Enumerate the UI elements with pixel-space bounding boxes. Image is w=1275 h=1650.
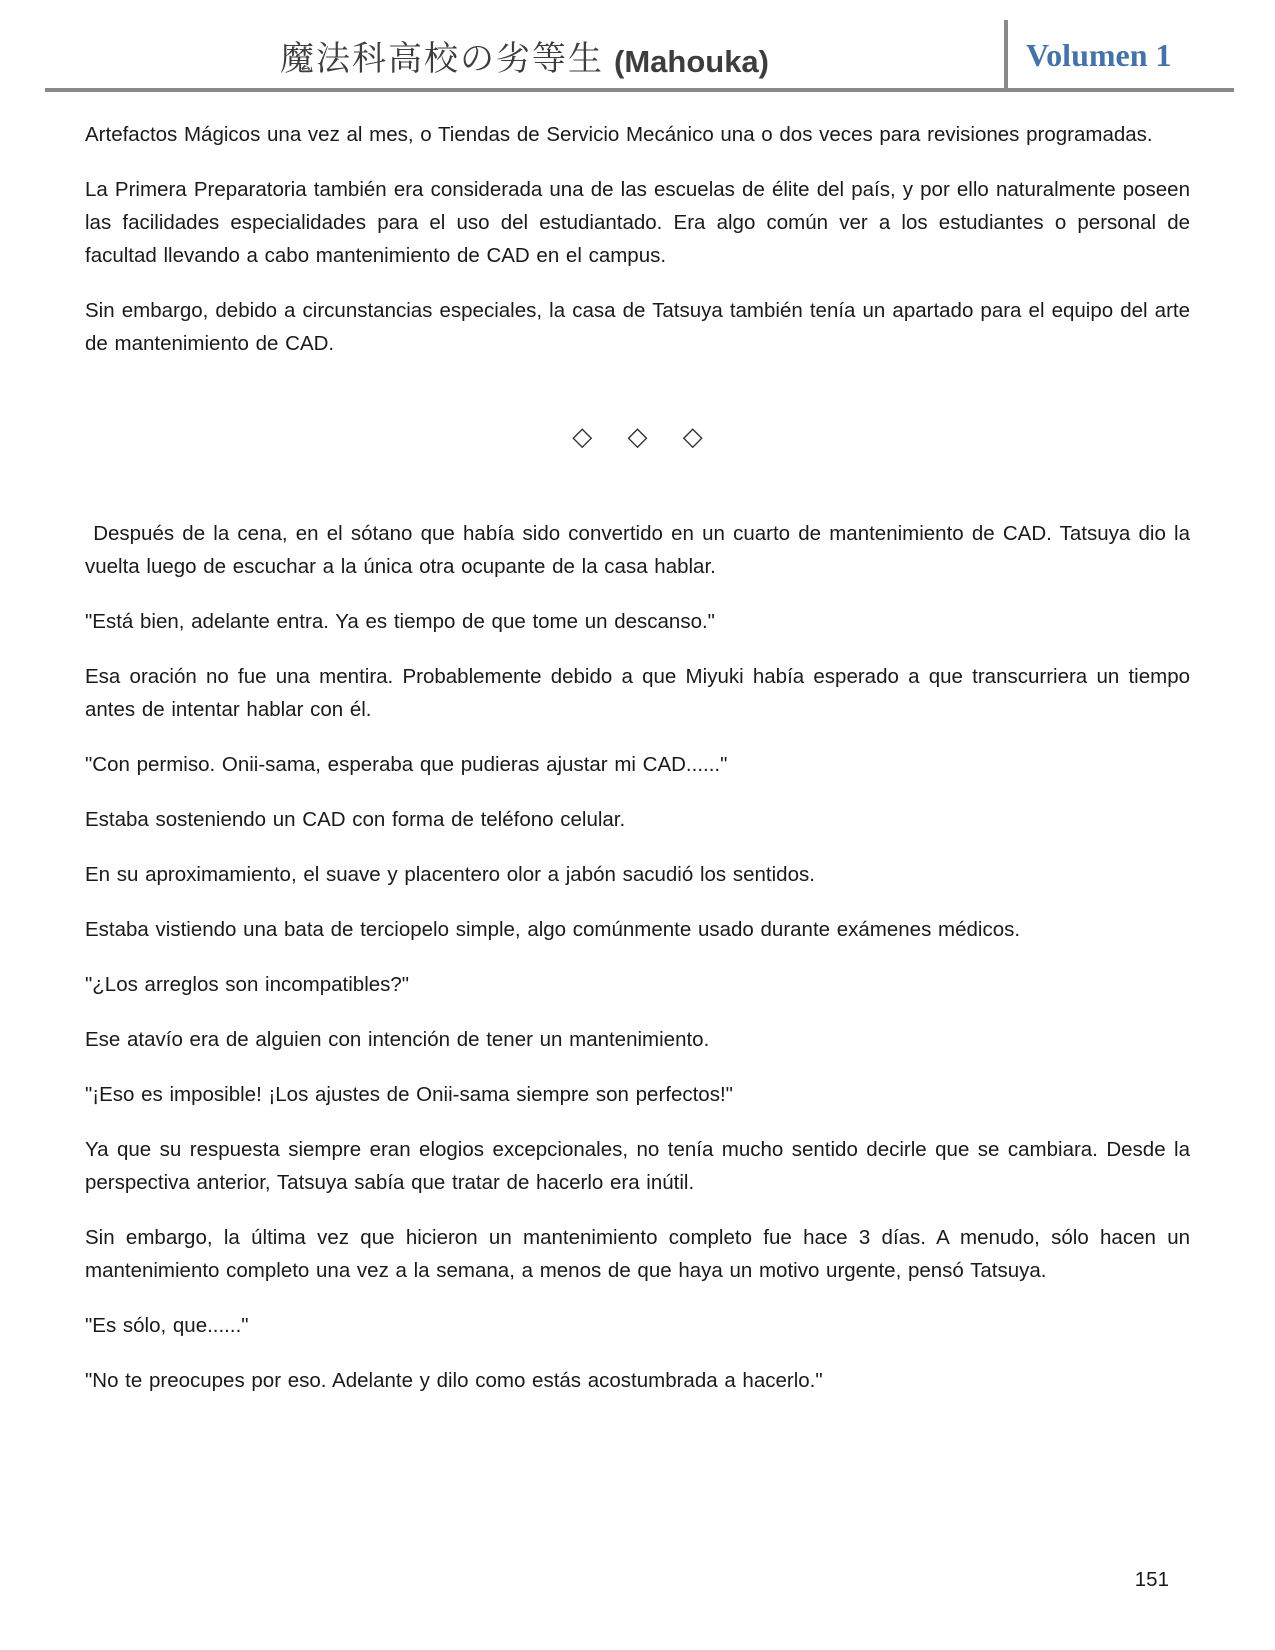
header-title bbox=[45, 20, 1004, 88]
dialog-line: "Está bien, adelante entra. Ya es tiempo de que tome un descanso." bbox=[85, 610, 715, 633]
page-header bbox=[45, 0, 1234, 92]
volume-label: Volumen 1 bbox=[1026, 37, 1172, 73]
paragraph: Sin embargo, la última vez que hicieron un mantenimiento completo fue hace 3 días. A menudo, sólo hacen un mantenimiento completo una vez a la semana, a menos de que haya un motivo urgente, pensó Tatsuya. bbox=[85, 1226, 1190, 1282]
paragraph: Ese atavío era de alguien con intención de tener un mantenimiento. bbox=[85, 1028, 710, 1051]
paragraph: Esa oración no fue una mentira. Probablemente debido a que Miyuki había esperado a que transcurriera un tiempo antes de intentar hablar con él. bbox=[85, 665, 1190, 721]
header-volume-cell bbox=[1004, 20, 1234, 88]
dialog-line: "Es sólo, que......" bbox=[85, 1314, 249, 1337]
page-body bbox=[0, 92, 1275, 1397]
title-romaji: (Mahouka) bbox=[614, 44, 769, 79]
dialog-line: "¿Los arreglos son incompatibles?" bbox=[85, 973, 410, 996]
dialog-line: "No te preocupes por eso. Adelante y dilo como estás acostumbrada a hacerlo." bbox=[85, 1369, 823, 1392]
scene-break-diamonds: ◇ ◇ ◇ bbox=[572, 421, 717, 451]
paragraph: Estaba sosteniendo un CAD con forma de teléfono celular. bbox=[85, 808, 626, 831]
dialog-line: "¡Eso es imposible! ¡Los ajustes de Onii-sama siempre son perfectos!" bbox=[85, 1083, 733, 1106]
paragraph: En su aproximamiento, el suave y placentero olor a jabón sacudió los sentidos. bbox=[85, 863, 815, 886]
paragraph: Estaba vistiendo una bata de terciopelo simple, algo comúnmente usado durante exámenes médicos. bbox=[85, 918, 1021, 941]
paragraph: Sin embargo, debido a circunstancias especiales, la casa de Tatsuya también tenía un apartado para el equipo del arte de mantenimiento de CAD. bbox=[85, 299, 1190, 355]
paragraph: Artefactos Mágicos una vez al mes, o Tiendas de Servicio Mecánico una o dos veces para revisiones programadas. bbox=[85, 123, 1153, 146]
page-number: 151 bbox=[1134, 1568, 1169, 1591]
dialog-line: "Con permiso. Onii-sama, esperaba que pudieras ajustar mi CAD......" bbox=[85, 753, 728, 776]
paragraph: La Primera Preparatoria también era considerada una de las escuelas de élite del país, y por ello naturalmente poseen las facilidades especialidades para el uso del estudiantado. Era algo común ver a los estudiantes o personal de facultad llevando a cabo mantenimiento de CAD en el campus. bbox=[85, 178, 1190, 267]
paragraph: Ya que su respuesta siempre eran elogios excepcionales, no tenía mucho sentido decirle que se cambiara. Desde la perspectiva anterior, Tatsuya sabía que tratar de hacerlo era inútil. bbox=[85, 1138, 1190, 1194]
title-japanese: 魔法科高校の劣等生 bbox=[280, 39, 604, 79]
paragraph: Después de la cena, en el sótano que había sido convertido en un cuarto de mantenimiento de CAD. Tatsuya dio la vuelta luego de escuchar a la única otra ocupante de la casa hablar. bbox=[85, 522, 1190, 578]
